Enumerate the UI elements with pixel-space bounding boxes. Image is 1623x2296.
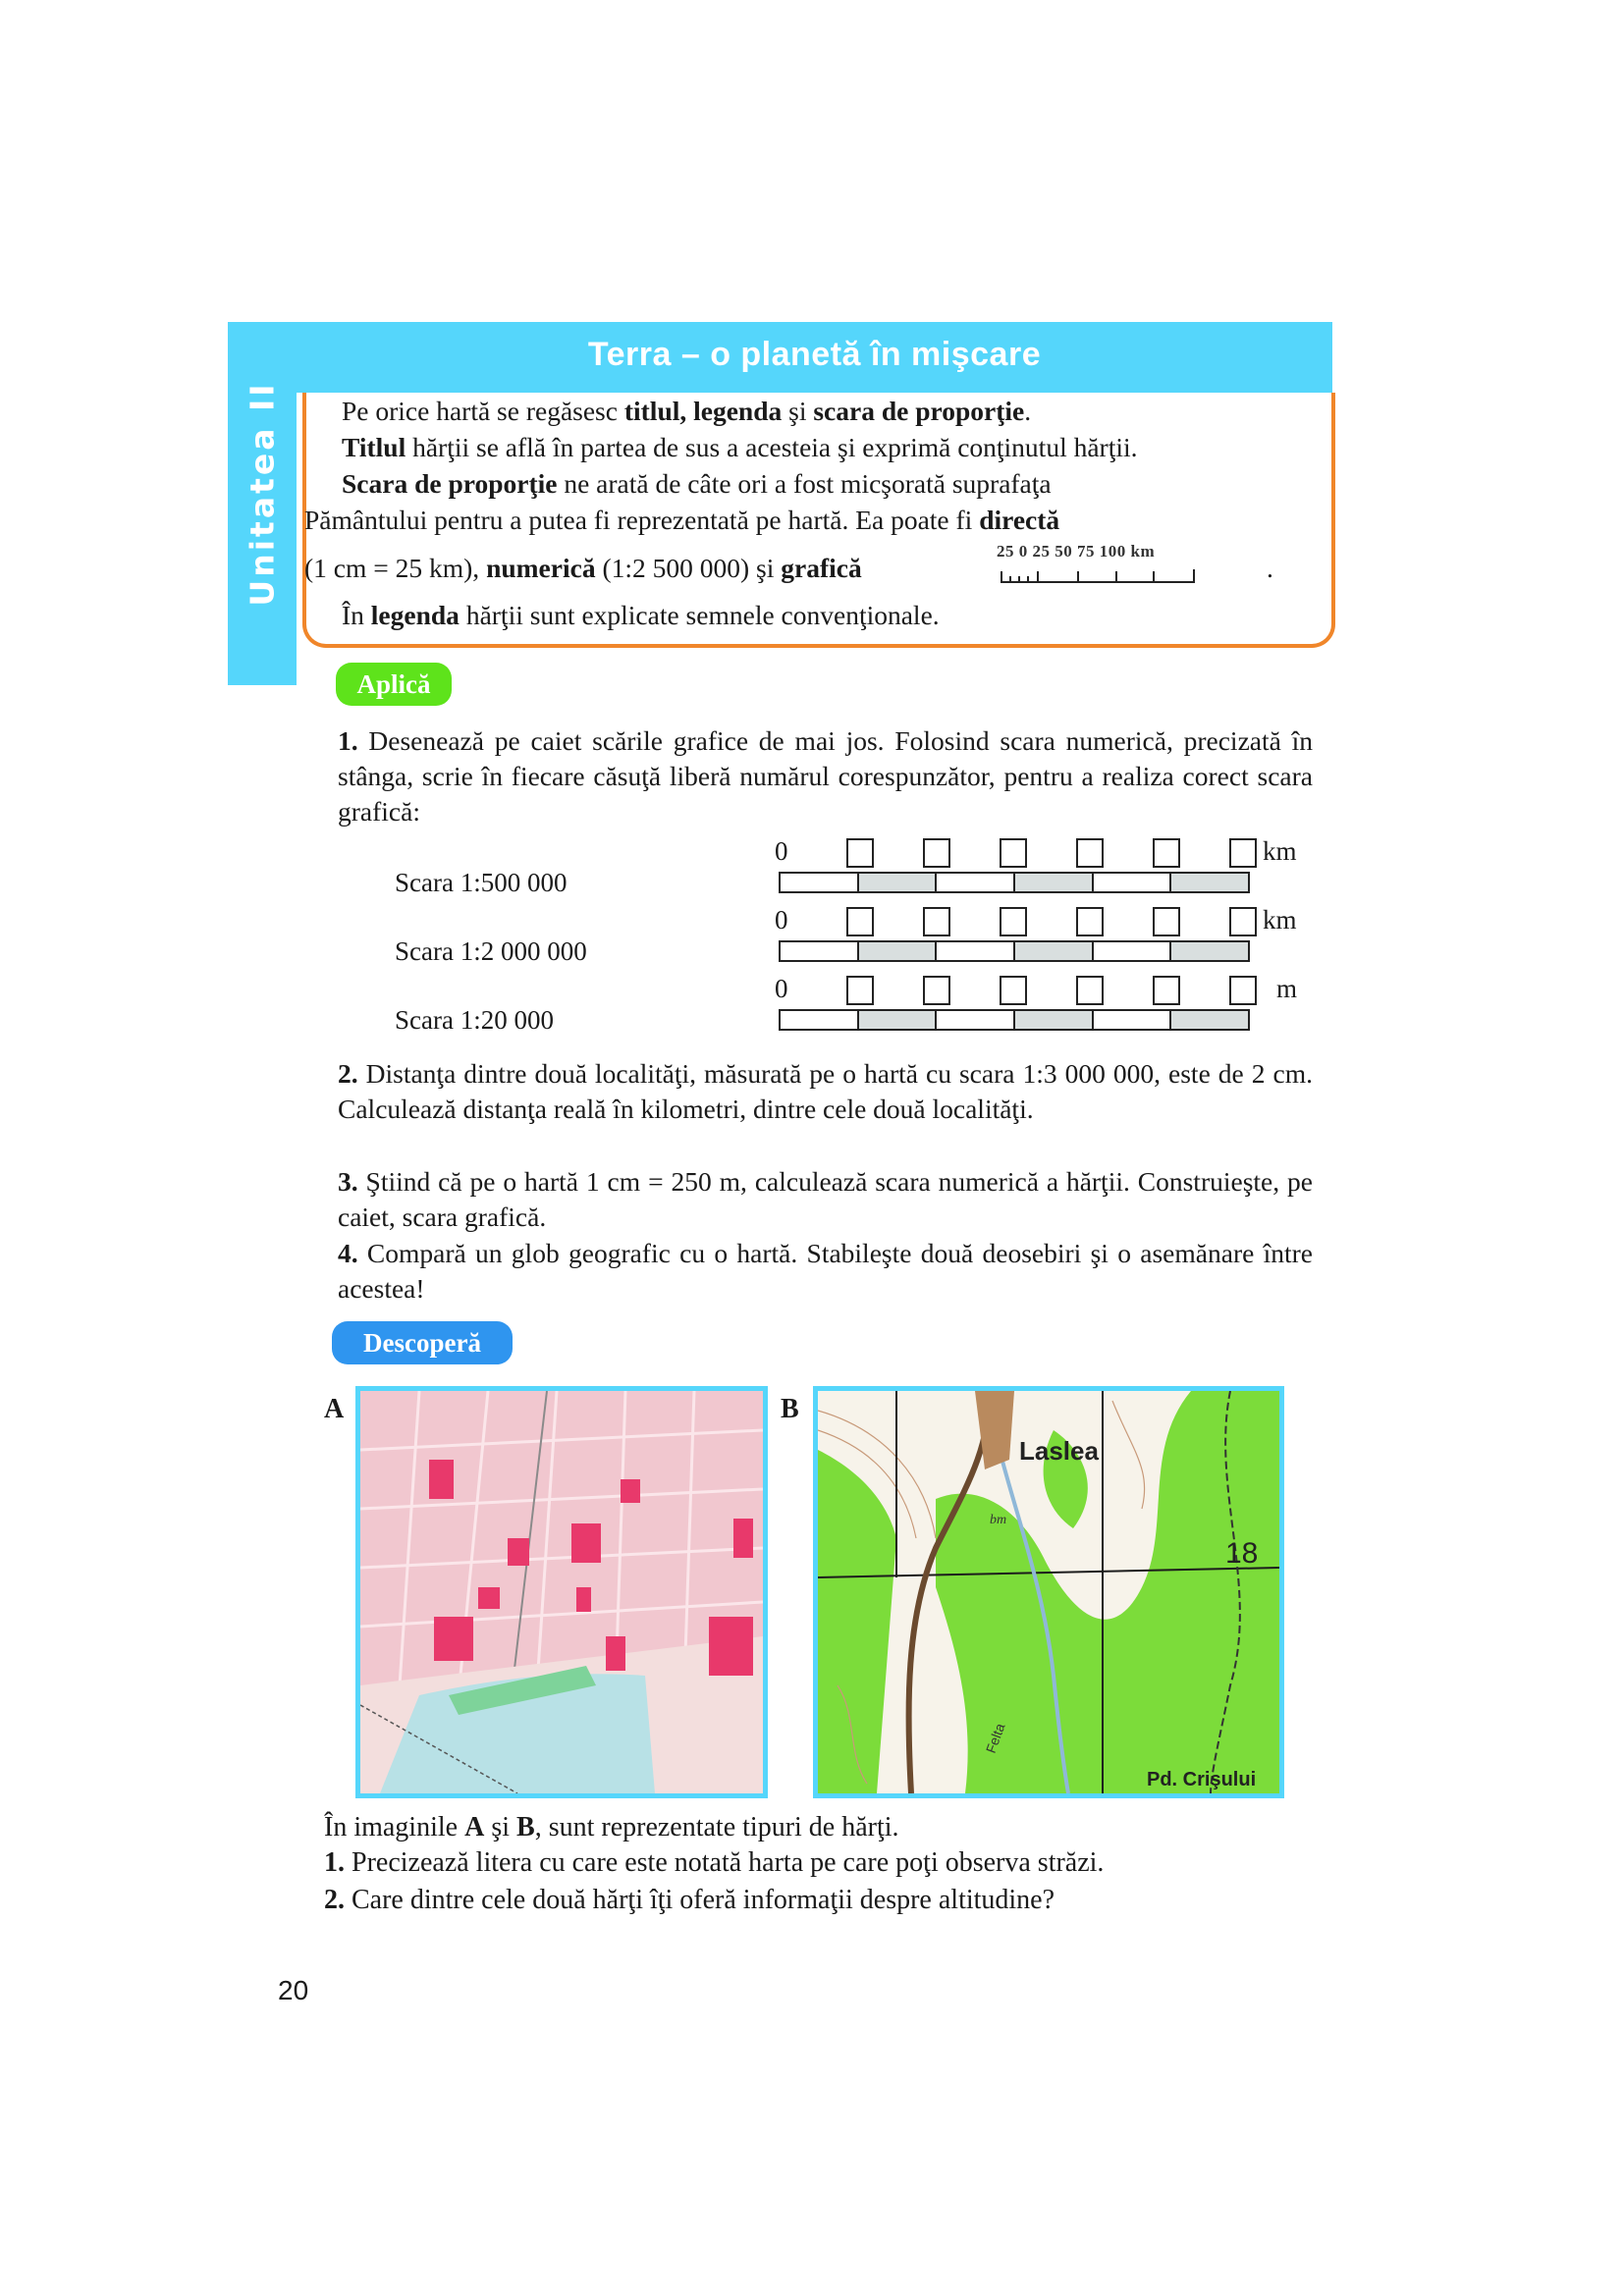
tick bbox=[1037, 571, 1039, 581]
scale-segment bbox=[1015, 874, 1094, 891]
task-number: 1. bbox=[338, 725, 358, 756]
text: (1:2 500 000) şi bbox=[595, 553, 782, 583]
scale-segment bbox=[1094, 1011, 1172, 1029]
scale-zero: 0 bbox=[775, 905, 788, 934]
letter-a: A bbox=[464, 1812, 485, 1842]
tick bbox=[1153, 571, 1155, 581]
scale-segment bbox=[781, 874, 859, 891]
scale-segment bbox=[937, 1011, 1015, 1029]
term-numerica: numerică bbox=[486, 553, 596, 583]
tick bbox=[1077, 571, 1079, 581]
scale-segment bbox=[1171, 942, 1248, 960]
scale-unit: km bbox=[1263, 905, 1297, 934]
scale-answer-box[interactable] bbox=[1076, 976, 1104, 1005]
info-line-5 bbox=[304, 550, 862, 586]
scale-segment bbox=[1015, 1011, 1094, 1029]
letter-b: B bbox=[516, 1812, 535, 1842]
question-text: Precizează litera cu care este notată harta pe care poţi observa străzi. bbox=[345, 1847, 1105, 1878]
scale-label: Scara 1:2 000 000 bbox=[395, 936, 587, 966]
page-number: 20 bbox=[278, 1975, 309, 2005]
descopera-intro bbox=[324, 1812, 899, 1843]
text: Pe orice hartă se regăsesc bbox=[342, 396, 624, 426]
city-street-map-image bbox=[355, 1386, 768, 1798]
tick bbox=[1001, 571, 1002, 581]
text: hărţii sunt explicate semnele convenţionale. bbox=[459, 600, 940, 630]
term-scara-de-proportie: Scara de proporţie bbox=[342, 468, 558, 499]
info-line-2 bbox=[342, 429, 1138, 465]
task-text: Distanţa dintre două localităţi, măsurată pe o hartă cu scara 1:3 000 000, este de 2 cm. Calculează distanţa reală în kilometri, dintre cele două localităţi. bbox=[338, 1058, 1313, 1124]
task-text: Ştiind că pe o hartă 1 cm = 250 m, calculează scara numerică a hărţii. Construieşte, pe caiet, scara grafică. bbox=[338, 1166, 1313, 1232]
grid-number: 18 bbox=[1225, 1537, 1259, 1570]
info-line-3 bbox=[342, 465, 1324, 502]
place-label: Laslea bbox=[1019, 1436, 1099, 1466]
scale-answer-box[interactable] bbox=[846, 976, 874, 1005]
map-b-letter: B bbox=[781, 1394, 799, 1424]
scale-answer-box[interactable] bbox=[1153, 838, 1180, 868]
text: În bbox=[342, 600, 371, 630]
task-1 bbox=[297, 723, 1313, 829]
scale-answer-box[interactable] bbox=[1229, 976, 1257, 1005]
info-line-1 bbox=[342, 393, 1031, 429]
task-number: 2. bbox=[338, 1058, 358, 1089]
map-note: bm bbox=[990, 1513, 1007, 1527]
city-map-drawing bbox=[360, 1391, 763, 1793]
unit-label: Unitatea II bbox=[243, 381, 282, 607]
scale-unit: km bbox=[1263, 836, 1297, 866]
chapter-title: Terra – o planetă în mişcare bbox=[587, 336, 1042, 373]
text: , sunt reprezentate tipuri de hărţi. bbox=[534, 1812, 899, 1842]
graphic-scale-bar bbox=[779, 940, 1250, 962]
scale-zero: 0 bbox=[775, 974, 788, 1003]
descopera-badge: Descoperă bbox=[332, 1321, 513, 1364]
text: (1 cm = 25 km), bbox=[304, 553, 487, 583]
info-line-6 bbox=[342, 597, 940, 633]
scale-segment bbox=[1094, 942, 1172, 960]
text: . bbox=[1024, 396, 1032, 426]
bottom-label: Pd. Crişului bbox=[1147, 1769, 1257, 1790]
scale-answer-box[interactable] bbox=[1153, 976, 1180, 1005]
text: În imaginile bbox=[324, 1812, 465, 1842]
tick bbox=[1193, 569, 1195, 581]
scale-answer-box[interactable] bbox=[1076, 838, 1104, 868]
text: Pământului pentru a putea fi reprezentată pe hartă. Ea poate fi bbox=[304, 505, 980, 535]
scale-answer-box[interactable] bbox=[1000, 907, 1027, 936]
scale-answer-box[interactable] bbox=[923, 838, 950, 868]
scale-answer-box[interactable] bbox=[1229, 907, 1257, 936]
scale-segment bbox=[1015, 942, 1094, 960]
question-number: 1. bbox=[324, 1847, 345, 1878]
question-2 bbox=[324, 1885, 1055, 1916]
graphic-scale-bar bbox=[779, 872, 1250, 893]
scale-answer-box[interactable] bbox=[923, 907, 950, 936]
tick bbox=[1018, 576, 1020, 581]
task-2 bbox=[297, 1056, 1313, 1127]
text: ne arată de câte ori a fost micşorată suprafaţa bbox=[557, 468, 1052, 499]
tick bbox=[1009, 576, 1011, 581]
question-1 bbox=[324, 1847, 1104, 1879]
scale-answer-box[interactable] bbox=[1229, 838, 1257, 868]
task-number: 4. bbox=[338, 1238, 358, 1268]
scale-segment bbox=[1171, 874, 1248, 891]
scale-answer-box[interactable] bbox=[923, 976, 950, 1005]
scale-answer-box[interactable] bbox=[1000, 976, 1027, 1005]
scale-segment bbox=[937, 874, 1015, 891]
text: hărţii se află în partea de sus a acesteia şi exprimă conţinutul hărţii. bbox=[406, 432, 1138, 462]
scale-segment bbox=[859, 1011, 938, 1029]
scale-segment bbox=[781, 942, 859, 960]
map-a-letter: A bbox=[324, 1394, 345, 1424]
task-3 bbox=[297, 1164, 1313, 1235]
scale-answer-box[interactable] bbox=[1000, 838, 1027, 868]
term-titlul-legenda: titlul, legenda bbox=[623, 396, 783, 426]
scale-unit: m bbox=[1276, 974, 1298, 1003]
tick bbox=[1027, 576, 1029, 581]
scale-segment bbox=[859, 942, 938, 960]
term-scara: scara de proporţie bbox=[813, 396, 1025, 426]
term-grafica: grafică bbox=[781, 553, 862, 583]
graphic-scale-bar bbox=[779, 1009, 1250, 1031]
task-text: Compară un glob geografic cu o hartă. Stabileşte două deosebiri şi o asemănare între acestea! bbox=[338, 1238, 1313, 1304]
task-text: Desenează pe caiet scările grafice de mai jos. Folosind scara numerică, precizată în stânga, scrie în fiecare căsuţă liberă numărul corespunzător, pentru a realiza corect scara grafică: bbox=[338, 725, 1313, 827]
tick bbox=[1115, 571, 1117, 581]
scale-label: Scara 1:500 000 bbox=[395, 868, 568, 897]
info-line-4 bbox=[304, 502, 1059, 538]
chapter-header bbox=[297, 322, 1332, 393]
scale-label: Scara 1:20 000 bbox=[395, 1005, 554, 1035]
unit-sidebar bbox=[228, 322, 297, 685]
graphic-scale-example bbox=[997, 542, 1276, 587]
term-legenda: legenda bbox=[370, 600, 460, 630]
task-4 bbox=[297, 1236, 1313, 1307]
topographic-map-image bbox=[813, 1386, 1284, 1798]
aplica-badge: Aplică bbox=[336, 663, 452, 706]
scale-zero: 0 bbox=[775, 836, 788, 866]
term-directa: directă bbox=[979, 505, 1060, 535]
scale-segment bbox=[1094, 874, 1172, 891]
graphic-scale-bar bbox=[1001, 571, 1195, 583]
scale-answer-box[interactable] bbox=[1076, 907, 1104, 936]
scale-answer-box[interactable] bbox=[1153, 907, 1180, 936]
question-text: Care dintre cele două hărţi îţi oferă informaţii despre altitudine? bbox=[345, 1885, 1055, 1915]
scale-answer-box[interactable] bbox=[846, 838, 874, 868]
scale-segment bbox=[781, 1011, 859, 1029]
scale-answer-box[interactable] bbox=[846, 907, 874, 936]
question-number: 2. bbox=[324, 1885, 345, 1915]
scale-segment bbox=[859, 874, 938, 891]
term-titlul: Titlul bbox=[342, 432, 406, 462]
graphic-scale-labels: 25 0 25 50 75 100 km bbox=[997, 542, 1156, 561]
text: şi bbox=[782, 396, 814, 426]
scale-segment bbox=[937, 942, 1015, 960]
scale-segment bbox=[1171, 1011, 1248, 1029]
task-number: 3. bbox=[338, 1166, 358, 1197]
info-box bbox=[302, 393, 1335, 648]
period: . bbox=[1267, 553, 1273, 583]
river-label: Felta bbox=[982, 1721, 1008, 1756]
text: şi bbox=[484, 1812, 516, 1842]
topo-map-drawing bbox=[818, 1391, 1279, 1793]
